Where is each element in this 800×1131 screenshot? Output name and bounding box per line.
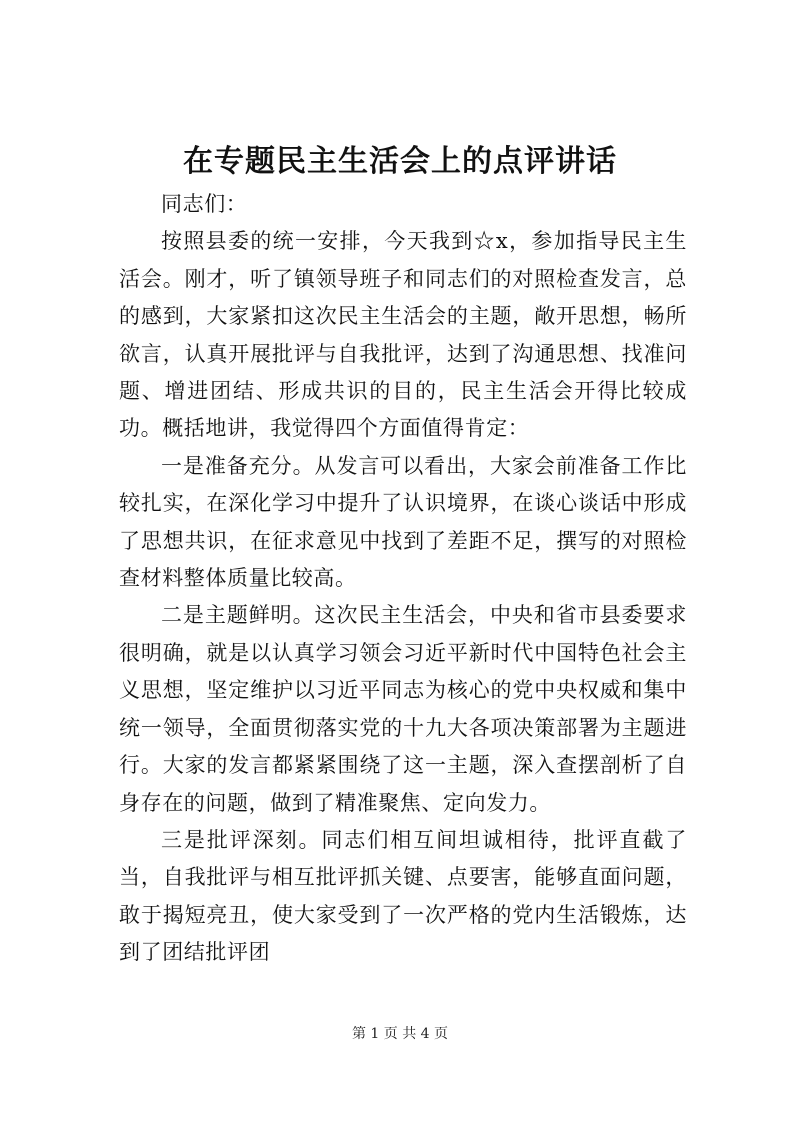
- point-two-paragraph: 二是主题鲜明。这次民主生活会，中央和省市县委要求很明确，就是以认真学习领会习近平新时代中国特色社会主义思想，坚定维护以习近平同志为核心的党中央权威和集中统一领导，全面贯彻落实党的十九大各项决策部署为主题进行。大家的发言都紧紧围绕了这一主题，深入查摆剖析了自身存在的问题，做到了精准聚焦、定向发力。: [119, 603, 687, 815]
- point-three-paragraph: 三是批评深刻。同志们相互间坦诚相待，批评直截了当，自我批评与相互批评抓关键、点要害，能够直面问题，敢于揭短亮丑，使大家受到了一次严格的党内生活锻炼，达到了团结批评团: [119, 827, 687, 965]
- page-number-footer: 第 1 页 共 4 页: [351, 1026, 449, 1042]
- document-title: 在专题民主生活会上的点评讲话: [183, 144, 617, 179]
- document-body: [119, 186, 687, 972]
- intro-paragraph: 按照县委的统一安排，今天我到☆x，参加指导民主生活会。刚才，听了镇领导班子和同志们的对照检查发言，总的感到，大家紧扣这次民主生活会的主题，敞开思想，畅所欲言，认真开展批评与自我批评，达到了沟通思想、找准问题、增进团结、形成共识的目的，民主生活会开得比较成功。概括地讲，我觉得四个方面值得肯定：: [119, 229, 687, 441]
- salutation-paragraph: 同志们：: [161, 192, 248, 216]
- point-one-paragraph: 一是准备充分。从发言可以看出，大家会前准备工作比较扎实，在深化学习中提升了认识境界，在谈心谈话中形成了思想共识，在征求意见中找到了差距不足，撰写的对照检查材料整体质量比较高。: [119, 453, 687, 591]
